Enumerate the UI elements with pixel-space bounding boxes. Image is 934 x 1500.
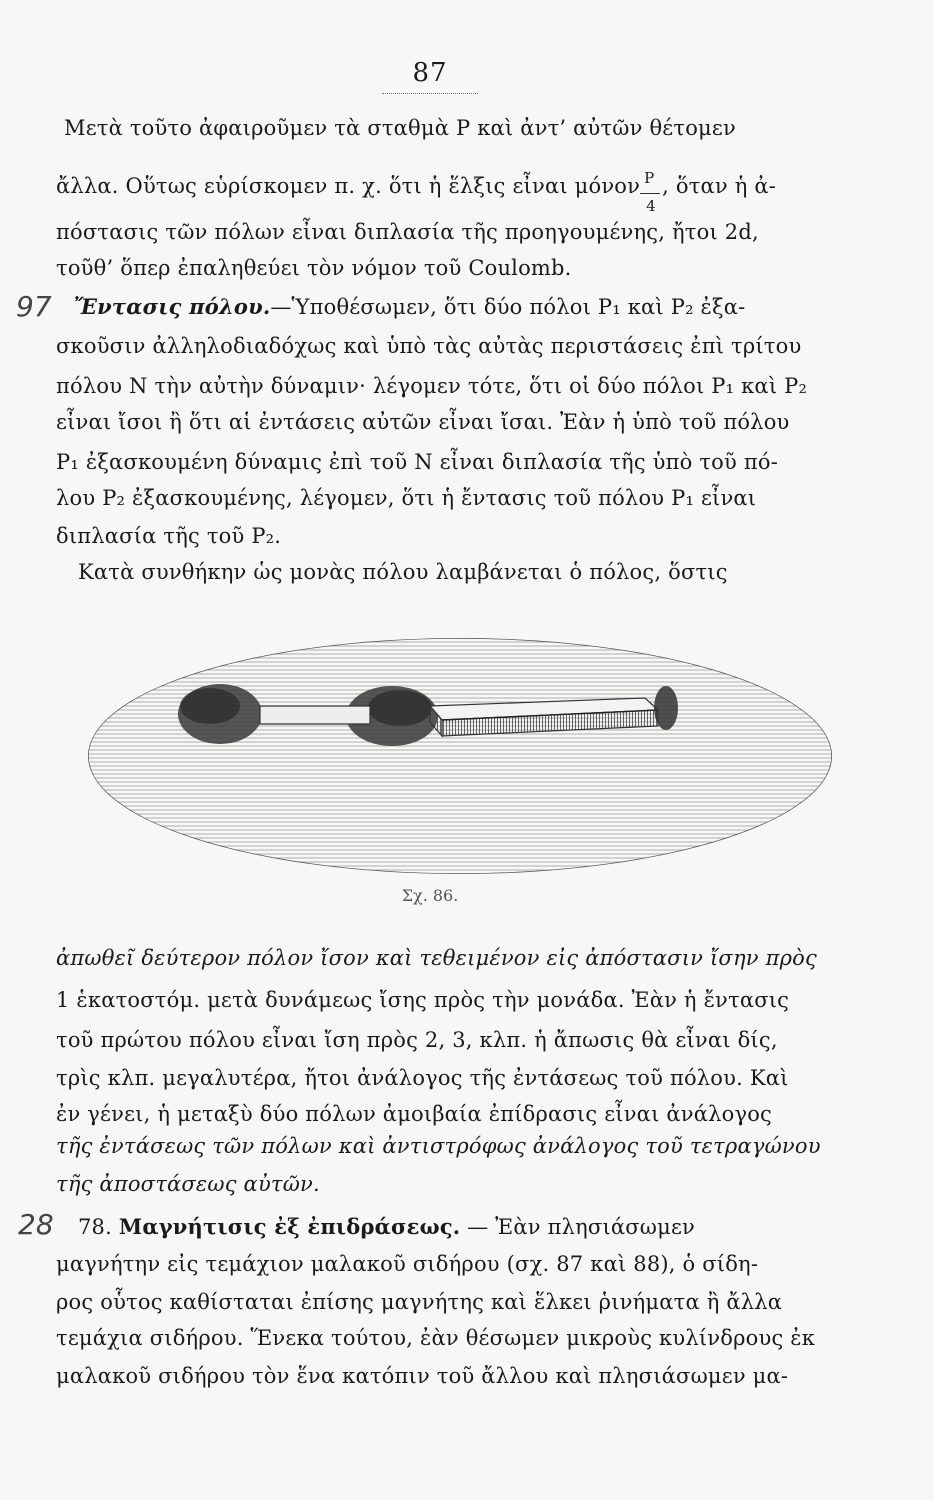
fraction-denominator: 4 [646,197,656,215]
text-line-22: ρος οὗτος καθίσταται ἐπίσης μαγνήτης καὶ ἕλκει ῥινήματα ἢ ἄλλα [56,1290,783,1314]
text-line-20-body: — Ἐὰν πλησιάσωμεν [467,1215,696,1239]
text-line-8: εἶναι ἴσοι ἢ ὅτι αἱ ἐντάσεις αὐτῶν εἶναι ἴσαι. Ἐὰν ἡ ὑπὸ τοῦ πόλου [56,410,790,434]
section-heading-intensity: Ἔντασις πόλου. [74,294,271,319]
fraction-numerator: P [644,169,655,187]
figure-magnet-engraving [70,636,850,886]
text-line-14: 1 ἑκατοστόμ. μετὰ δυνάμεως ἴσης πρὸς τὴν μονάδα. Ἐὰν ἡ ἔντασις [56,988,790,1012]
text-line-15: τοῦ πρώτου πόλου εἶναι ἴση πρὸς 2, 3, κλπ. ἡ ἄπωσις θὰ εἶναι δίς, [56,1028,778,1052]
iron-filings-tuft-left [178,684,262,744]
text-line-2a: ἄλλα. Οὕτως εὑρίσκομεν π. χ. ὅτι ἡ ἕλξις εἶναι μόνον [56,174,641,198]
fraction-bar [640,193,660,194]
text-line-12: Κατὰ συνθήκην ὡς μονὰς πόλου λαμβάνεται ὁ πόλος, ὅστις [78,560,728,584]
text-line-10: λου P₂ ἐξασκουμένης, λέγομεν, ὅτι ἡ ἔντασις τοῦ πόλου P₁ εἶναι [56,486,757,510]
text-line-17: ἐν γένει, ἡ μεταξὺ δύο πόλων ἀμοιβαία ἐπίδρασις εἶναι ἀνάλογος [56,1102,773,1126]
text-line-9: P₁ ἐξασκουμένη δύναμις ἐπὶ τοῦ N εἶναι διπλασία τῆς ὑπὸ τοῦ πό- [56,450,778,474]
text-line-2 [56,169,777,215]
text-line-4: τοῦθ’ ὅπερ ἐπαληθεύει τὸν νόμον τοῦ Coulomb. [56,256,572,280]
text-line-18: τῆς ἐντάσεως τῶν πόλων καὶ ἀντιστρόφως ἀνάλογος τοῦ τετραγώνου [56,1134,821,1158]
text-line-7: πόλου N τὴν αὐτὴν δύναμιν· λέγομεν τότε, ὅτι οἱ δύο πόλοι P₁ καὶ P₂ [56,374,808,398]
figure-caption: Σχ. 86. [401,886,459,905]
text-line-5 [74,296,745,318]
text-line-6: σκοῦσιν ἀλληλοδιαδόχως καὶ ὑπὸ τὰς αὐτὰς περιστάσεις ἐπὶ τρίτου [56,334,802,358]
text-line-19: τῆς ἀποστάσεως αὐτῶν. [56,1172,320,1196]
page-number: 87 [412,58,448,88]
handwritten-margin-note-1: 97 [16,290,52,323]
text-line-13: ἀπωθεῖ δεύτερον πόλον ἴσον καὶ τεθειμένον εἰς ἀπόστασιν ἴσην πρὸς [56,946,817,970]
text-line-1: Μετὰ τοῦτο ἀφαιροῦμεν τὰ σταθμὰ P καὶ ἀντ’ αὐτῶν θέτομεν [64,116,736,140]
text-line-3: πόστασις τῶν πόλων εἶναι διπλασία τῆς προηγουμένης, ἤτοι 2d, [56,220,759,244]
section-heading-induction: Μαγνήτισις ἐξ ἐπιδράσεως. [118,1214,461,1239]
handwritten-margin-note-2: 28 [18,1208,54,1241]
text-line-11: διπλασία τῆς τοῦ P₂. [56,524,282,548]
text-line-16: τρὶς κλπ. μεγαλυτέρα, ἤτοι ἀνάλογος τῆς ἐντάσεως τοῦ πόλου. Καὶ [56,1066,789,1090]
page-number-rule [382,93,478,94]
text-line-21: μαγνήτην εἰς τεμάχιον μαλακοῦ σιδήρου (σχ. 87 καὶ 88), ὁ σίδη- [56,1252,759,1276]
iron-filings-tuft-right [654,686,678,730]
section-number: 78. [78,1215,112,1239]
text-line-24: μαλακοῦ σιδήρου τὸν ἕνα κατόπιν τοῦ ἄλλου καὶ πλησιάσωμεν μα- [56,1364,789,1388]
text-line-5-body: —Ὑποθέσωμεν, ὅτι δύο πόλοι P₁ καὶ P₂ ἐξα- [270,295,746,319]
text-line-2b: , ὅταν ἡ ἀ- [662,174,777,198]
text-line-20 [78,1216,695,1238]
text-line-23: τεμάχια σιδήρου. Ἕνεκα τούτου, ἐὰν θέσωμεν μικροὺς κυλίνδρους ἐκ [56,1326,816,1350]
